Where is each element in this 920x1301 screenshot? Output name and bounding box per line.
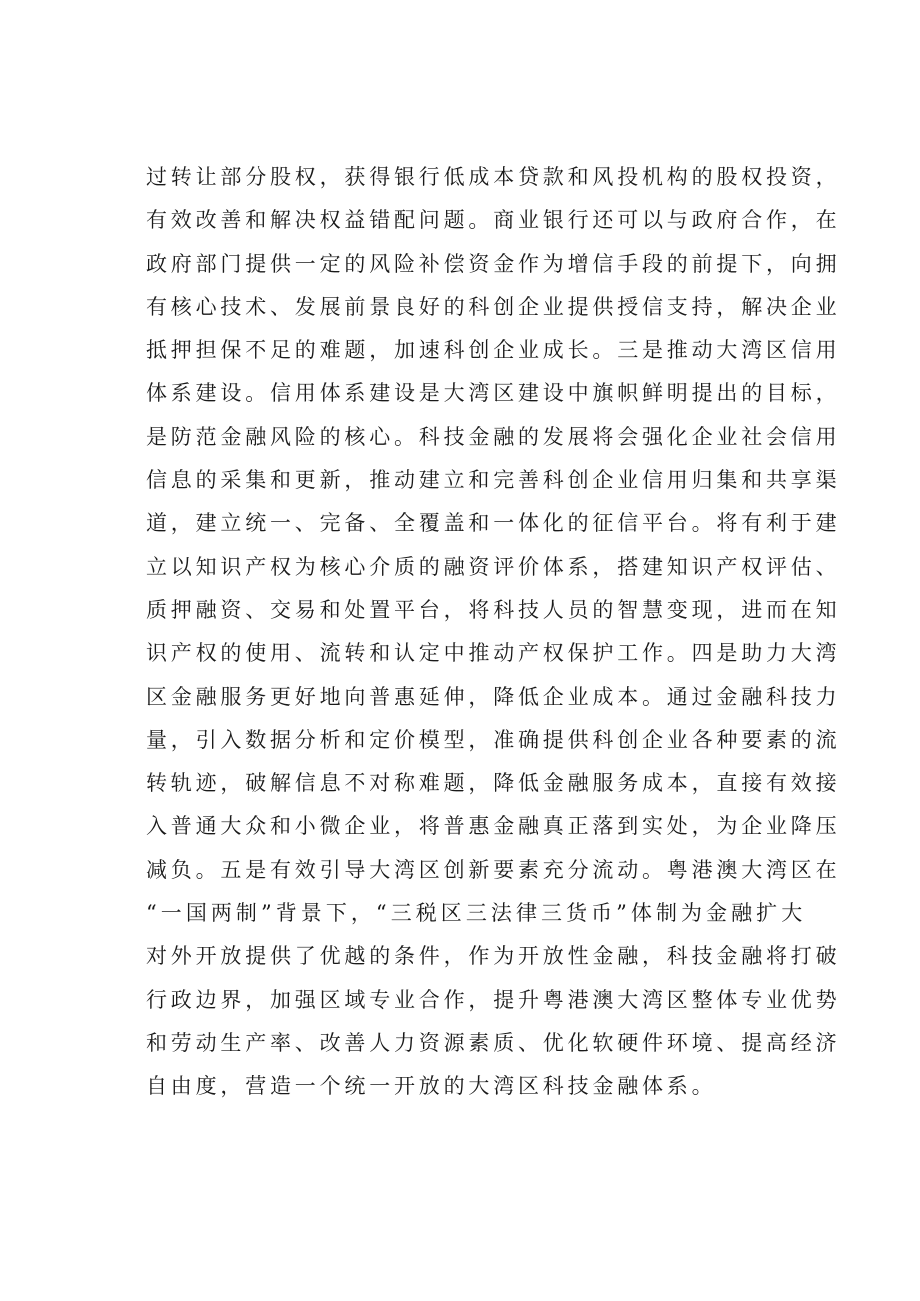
text-line-1: 过转让部分股权，获得银行低成本贷款和风投机构的股权投资， bbox=[146, 165, 841, 189]
text-line-21: 和劳动生产率、改善人力资源素质、优化软硬件环境、提高经济 bbox=[146, 1030, 841, 1055]
text-line-17: 减负。五是有效引导大湾区创新要素充分流动。粤港澳大湾区在 bbox=[146, 857, 841, 882]
text-line-12: 识产权的使用、流转和认定中推动产权保护工作。四是助力大湾 bbox=[146, 641, 841, 666]
text-line-22: 自由度，营造一个统一开放的大湾区科技金融体系。 bbox=[146, 1074, 717, 1099]
text-line-4: 有核心技术、发展前景良好的科创企业提供授信支持，解决企业 bbox=[146, 294, 841, 319]
text-line-20: 行政边界，加强区域专业合作，提升粤港澳大湾区整体专业优势 bbox=[146, 987, 841, 1012]
text-line-3: 政府部门提供一定的风险补偿资金作为增信手段的前提下，向拥 bbox=[146, 251, 841, 276]
text-line-2: 有效改善和解决权益错配问题。商业银行还可以与政府合作，在 bbox=[146, 208, 841, 233]
text-line-11: 质押融资、交易和处置平台，将科技人员的智慧变现，进而在知 bbox=[146, 597, 841, 622]
text-line-14: 量，引入数据分析和定价模型，准确提供科创企业各种要素的流 bbox=[146, 727, 841, 752]
text-line-6: 体系建设。信用体系建设是大湾区建设中旗帜鲜明提出的目标， bbox=[146, 381, 841, 406]
text-line-13: 区金融服务更好地向普惠延伸，降低企业成本。通过金融科技力 bbox=[146, 684, 841, 709]
text-line-18: “一国两制”背景下，“三税区三法律三货币”体制为金融扩大 bbox=[146, 901, 806, 926]
text-line-7: 是防范金融风险的核心。科技金融的发展将会强化企业社会信用 bbox=[146, 424, 841, 449]
text-line-10: 立以知识产权为核心介质的融资评价体系，搭建知识产权评估、 bbox=[146, 554, 841, 579]
text-line-16: 入普通大众和小微企业，将普惠金融真正落到实处，为企业降压 bbox=[146, 814, 841, 839]
text-line-5: 抵押担保不足的难题，加速科创企业成长。三是推动大湾区信用 bbox=[146, 338, 841, 363]
text-line-9: 道，建立统一、完备、全覆盖和一体化的征信平台。将有利于建 bbox=[146, 511, 841, 536]
text-line-15: 转轨迹，破解信息不对称难题，降低金融服务成本，直接有效接 bbox=[146, 771, 841, 796]
text-line-8: 信息的采集和更新，推动建立和完善科创企业信用归集和共享渠 bbox=[146, 468, 841, 493]
body-paragraph bbox=[146, 156, 841, 1109]
text-line-19: 对外开放提供了优越的条件，作为开放性金融，科技金融将打破 bbox=[146, 944, 841, 969]
